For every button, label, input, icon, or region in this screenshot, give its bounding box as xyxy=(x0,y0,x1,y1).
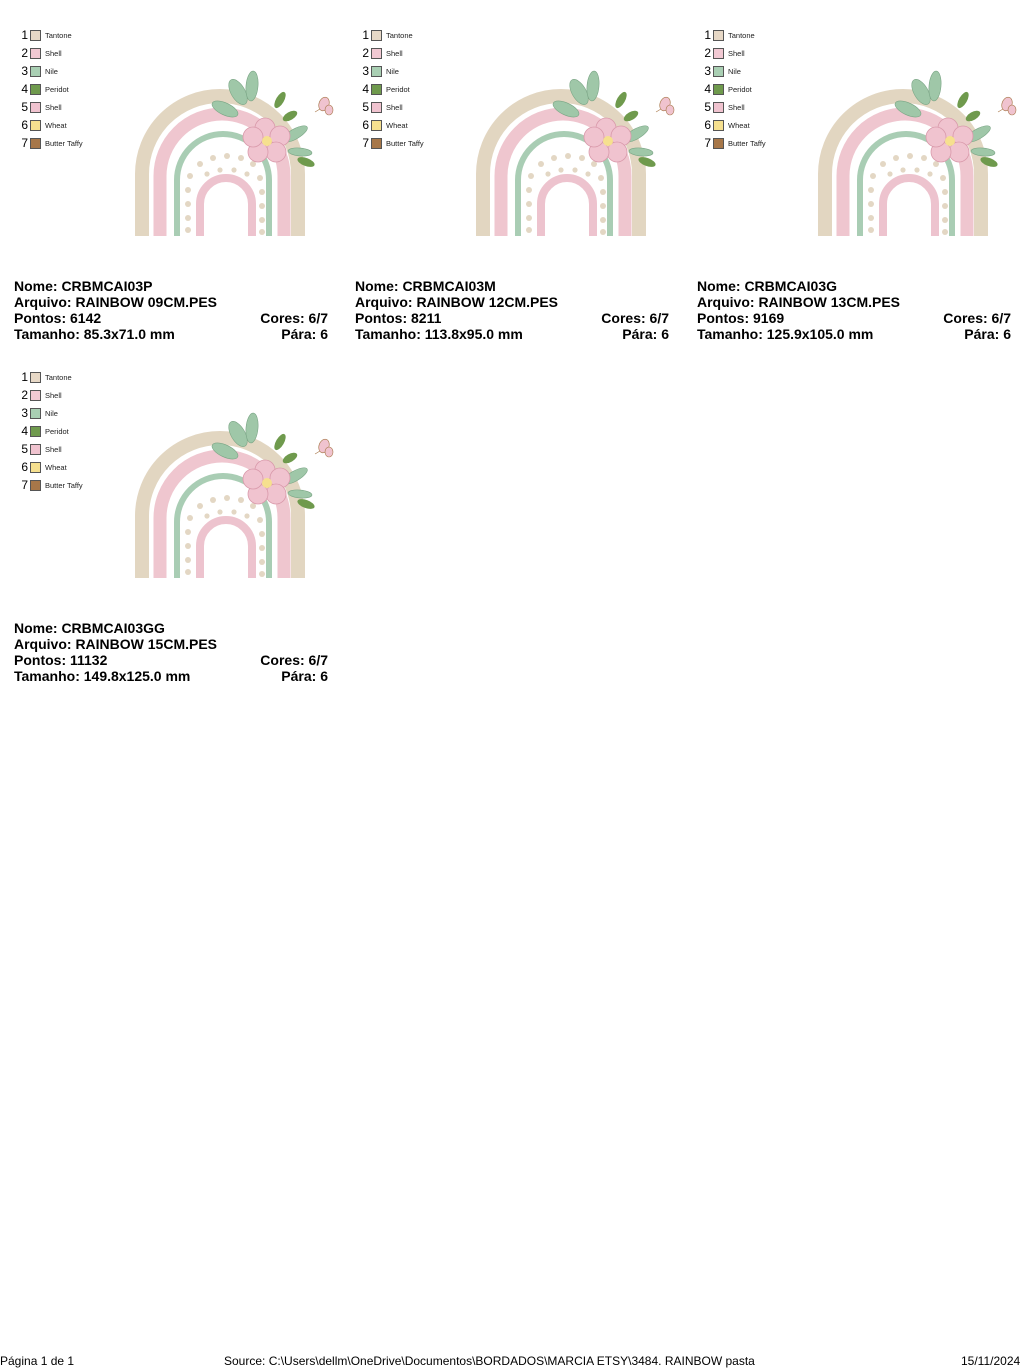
color-name: Shell xyxy=(45,444,62,454)
butterfly xyxy=(315,438,333,457)
color-name: Shell xyxy=(386,48,403,58)
color-swatch xyxy=(30,372,41,383)
legend-number: 7 xyxy=(362,136,369,150)
design-info xyxy=(14,620,328,684)
color-swatch xyxy=(371,30,382,41)
design-tamanho: Tamanho: 85.3x71.0 mm xyxy=(14,326,175,342)
design-arquivo: Arquivo: RAINBOW 12CM.PES xyxy=(355,294,559,310)
legend-number: 7 xyxy=(21,478,28,492)
design-para: Pára: 6 xyxy=(964,326,1011,342)
design-card xyxy=(697,20,1017,340)
color-swatch xyxy=(713,66,724,77)
color-swatch xyxy=(371,48,382,59)
print-date: 15/11/2024 xyxy=(961,1354,1021,1368)
color-name: Wheat xyxy=(45,462,67,472)
design-cores: Cores: 6/7 xyxy=(943,310,1011,326)
legend-row xyxy=(701,26,766,44)
legend-number: 1 xyxy=(362,28,369,42)
color-swatch xyxy=(30,462,41,473)
inner-pink-arch xyxy=(541,178,593,236)
rainbow-embroidery-preview xyxy=(130,406,340,591)
legend-number: 3 xyxy=(704,64,711,78)
design-card xyxy=(14,20,334,340)
color-swatch xyxy=(713,120,724,131)
design-tamanho: Tamanho: 125.9x105.0 mm xyxy=(697,326,874,342)
color-name: Peridot xyxy=(45,426,69,436)
design-pontos: Pontos: 11132 xyxy=(14,652,108,668)
rainbow-embroidery-preview xyxy=(813,64,1023,249)
color-swatch xyxy=(30,408,41,419)
legend-number: 5 xyxy=(704,100,711,114)
color-swatch xyxy=(30,84,41,95)
legend-row xyxy=(18,476,83,494)
color-name: Shell xyxy=(386,102,403,112)
legend-number: 4 xyxy=(362,82,369,96)
legend-row xyxy=(18,404,83,422)
design-para: Pára: 6 xyxy=(281,326,328,342)
design-card xyxy=(14,362,334,682)
legend-row xyxy=(359,98,424,116)
color-swatch xyxy=(371,66,382,77)
legend-row xyxy=(359,80,424,98)
design-pontos: Pontos: 9169 xyxy=(697,310,785,326)
color-swatch xyxy=(713,102,724,113)
legend-row xyxy=(701,44,766,62)
color-name: Peridot xyxy=(45,84,69,94)
color-name: Wheat xyxy=(386,120,408,130)
design-arquivo: Arquivo: RAINBOW 15CM.PES xyxy=(14,636,218,652)
color-swatch xyxy=(30,66,41,77)
legend-row xyxy=(359,116,424,134)
legend-number: 6 xyxy=(704,118,711,132)
color-name: Shell xyxy=(728,48,745,58)
color-name: Shell xyxy=(45,390,62,400)
design-nome: Nome: CRBMCAI03M xyxy=(355,278,496,294)
inner-pink-arch xyxy=(200,520,252,578)
design-tamanho: Tamanho: 149.8x125.0 mm xyxy=(14,668,191,684)
legend-number: 6 xyxy=(21,460,28,474)
legend-number: 3 xyxy=(362,64,369,78)
color-swatch xyxy=(371,138,382,149)
color-name: Tantone xyxy=(45,30,72,40)
color-name: Tantone xyxy=(386,30,413,40)
design-card xyxy=(355,20,675,340)
legend-number: 4 xyxy=(704,82,711,96)
legend-number: 6 xyxy=(362,118,369,132)
flower-center xyxy=(262,136,272,146)
legend-row xyxy=(18,26,83,44)
flower-center xyxy=(262,478,272,488)
legend-number: 5 xyxy=(21,442,28,456)
legend-row xyxy=(701,98,766,116)
inner-pink-arch xyxy=(200,178,252,236)
legend-row xyxy=(18,368,83,386)
thread-color-legend xyxy=(18,26,83,152)
design-para: Pára: 6 xyxy=(622,326,669,342)
color-swatch xyxy=(30,120,41,131)
design-nome: Nome: CRBMCAI03P xyxy=(14,278,153,294)
thread-color-legend xyxy=(359,26,424,152)
color-name: Wheat xyxy=(45,120,67,130)
legend-number: 4 xyxy=(21,424,28,438)
design-cores: Cores: 6/7 xyxy=(260,652,328,668)
legend-number: 7 xyxy=(704,136,711,150)
butterfly xyxy=(315,96,333,115)
color-swatch xyxy=(371,120,382,131)
color-name: Tantone xyxy=(728,30,755,40)
color-name: Butter Taffy xyxy=(45,138,83,148)
color-swatch xyxy=(371,102,382,113)
color-swatch xyxy=(30,30,41,41)
legend-row xyxy=(359,134,424,152)
design-pontos: Pontos: 6142 xyxy=(14,310,102,326)
legend-number: 3 xyxy=(21,64,28,78)
design-para: Pára: 6 xyxy=(281,668,328,684)
source-path: Source: C:\Users\dellm\OneDrive\Documentos\BORDADOS\MARCIA ETSY\3484. RAINBOW pasta xyxy=(224,1354,755,1368)
design-arquivo: Arquivo: RAINBOW 13CM.PES xyxy=(697,294,901,310)
rainbow-embroidery-preview xyxy=(130,64,340,249)
legend-number: 3 xyxy=(21,406,28,420)
legend-row xyxy=(359,26,424,44)
color-swatch xyxy=(371,84,382,95)
color-swatch xyxy=(30,426,41,437)
legend-number: 2 xyxy=(21,388,28,402)
legend-row xyxy=(18,116,83,134)
color-name: Butter Taffy xyxy=(45,480,83,490)
legend-row xyxy=(18,458,83,476)
color-name: Butter Taffy xyxy=(728,138,766,148)
page-number: Página 1 de 1 xyxy=(0,1354,75,1368)
legend-number: 7 xyxy=(21,136,28,150)
color-name: Peridot xyxy=(728,84,752,94)
rainbow-embroidery-preview xyxy=(471,64,681,249)
color-name: Nile xyxy=(45,408,58,418)
design-nome: Nome: CRBMCAI03G xyxy=(697,278,838,294)
color-name: Shell xyxy=(45,102,62,112)
butterfly xyxy=(656,96,674,115)
legend-number: 5 xyxy=(362,100,369,114)
legend-number: 1 xyxy=(21,28,28,42)
legend-number: 1 xyxy=(21,370,28,384)
color-swatch xyxy=(30,480,41,491)
color-swatch xyxy=(30,48,41,59)
legend-row xyxy=(701,80,766,98)
legend-row xyxy=(18,44,83,62)
legend-number: 2 xyxy=(362,46,369,60)
butterfly xyxy=(998,96,1016,115)
color-swatch xyxy=(713,138,724,149)
color-name: Nile xyxy=(386,66,399,76)
color-name: Tantone xyxy=(45,372,72,382)
legend-row xyxy=(359,44,424,62)
color-name: Peridot xyxy=(386,84,410,94)
color-swatch xyxy=(30,138,41,149)
legend-row xyxy=(18,386,83,404)
legend-row xyxy=(701,134,766,152)
flower-center xyxy=(945,136,955,146)
legend-row xyxy=(18,80,83,98)
color-swatch xyxy=(30,102,41,113)
legend-row xyxy=(18,440,83,458)
color-swatch xyxy=(30,444,41,455)
legend-row xyxy=(701,116,766,134)
design-cores: Cores: 6/7 xyxy=(260,310,328,326)
design-cores: Cores: 6/7 xyxy=(601,310,669,326)
legend-row xyxy=(359,62,424,80)
color-name: Shell xyxy=(45,48,62,58)
design-tamanho: Tamanho: 113.8x95.0 mm xyxy=(355,326,523,342)
legend-row xyxy=(18,62,83,80)
legend-row xyxy=(18,422,83,440)
color-swatch xyxy=(713,48,724,59)
color-swatch xyxy=(713,84,724,95)
design-pontos: Pontos: 8211 xyxy=(355,310,442,326)
legend-row xyxy=(18,134,83,152)
design-info xyxy=(14,278,328,342)
design-arquivo: Arquivo: RAINBOW 09CM.PES xyxy=(14,294,218,310)
thread-color-legend xyxy=(701,26,766,152)
legend-number: 6 xyxy=(21,118,28,132)
color-swatch xyxy=(713,30,724,41)
legend-row xyxy=(701,62,766,80)
design-info xyxy=(355,278,669,342)
legend-number: 2 xyxy=(21,46,28,60)
design-info xyxy=(697,278,1011,342)
legend-number: 2 xyxy=(704,46,711,60)
legend-number: 1 xyxy=(704,28,711,42)
inner-pink-arch xyxy=(883,178,935,236)
color-name: Nile xyxy=(45,66,58,76)
legend-number: 5 xyxy=(21,100,28,114)
color-name: Butter Taffy xyxy=(386,138,424,148)
thread-color-legend xyxy=(18,368,83,494)
color-name: Nile xyxy=(728,66,741,76)
legend-number: 4 xyxy=(21,82,28,96)
color-swatch xyxy=(30,390,41,401)
flower-center xyxy=(603,136,613,146)
color-name: Wheat xyxy=(728,120,750,130)
legend-row xyxy=(18,98,83,116)
design-nome: Nome: CRBMCAI03GG xyxy=(14,620,165,636)
color-name: Shell xyxy=(728,102,745,112)
